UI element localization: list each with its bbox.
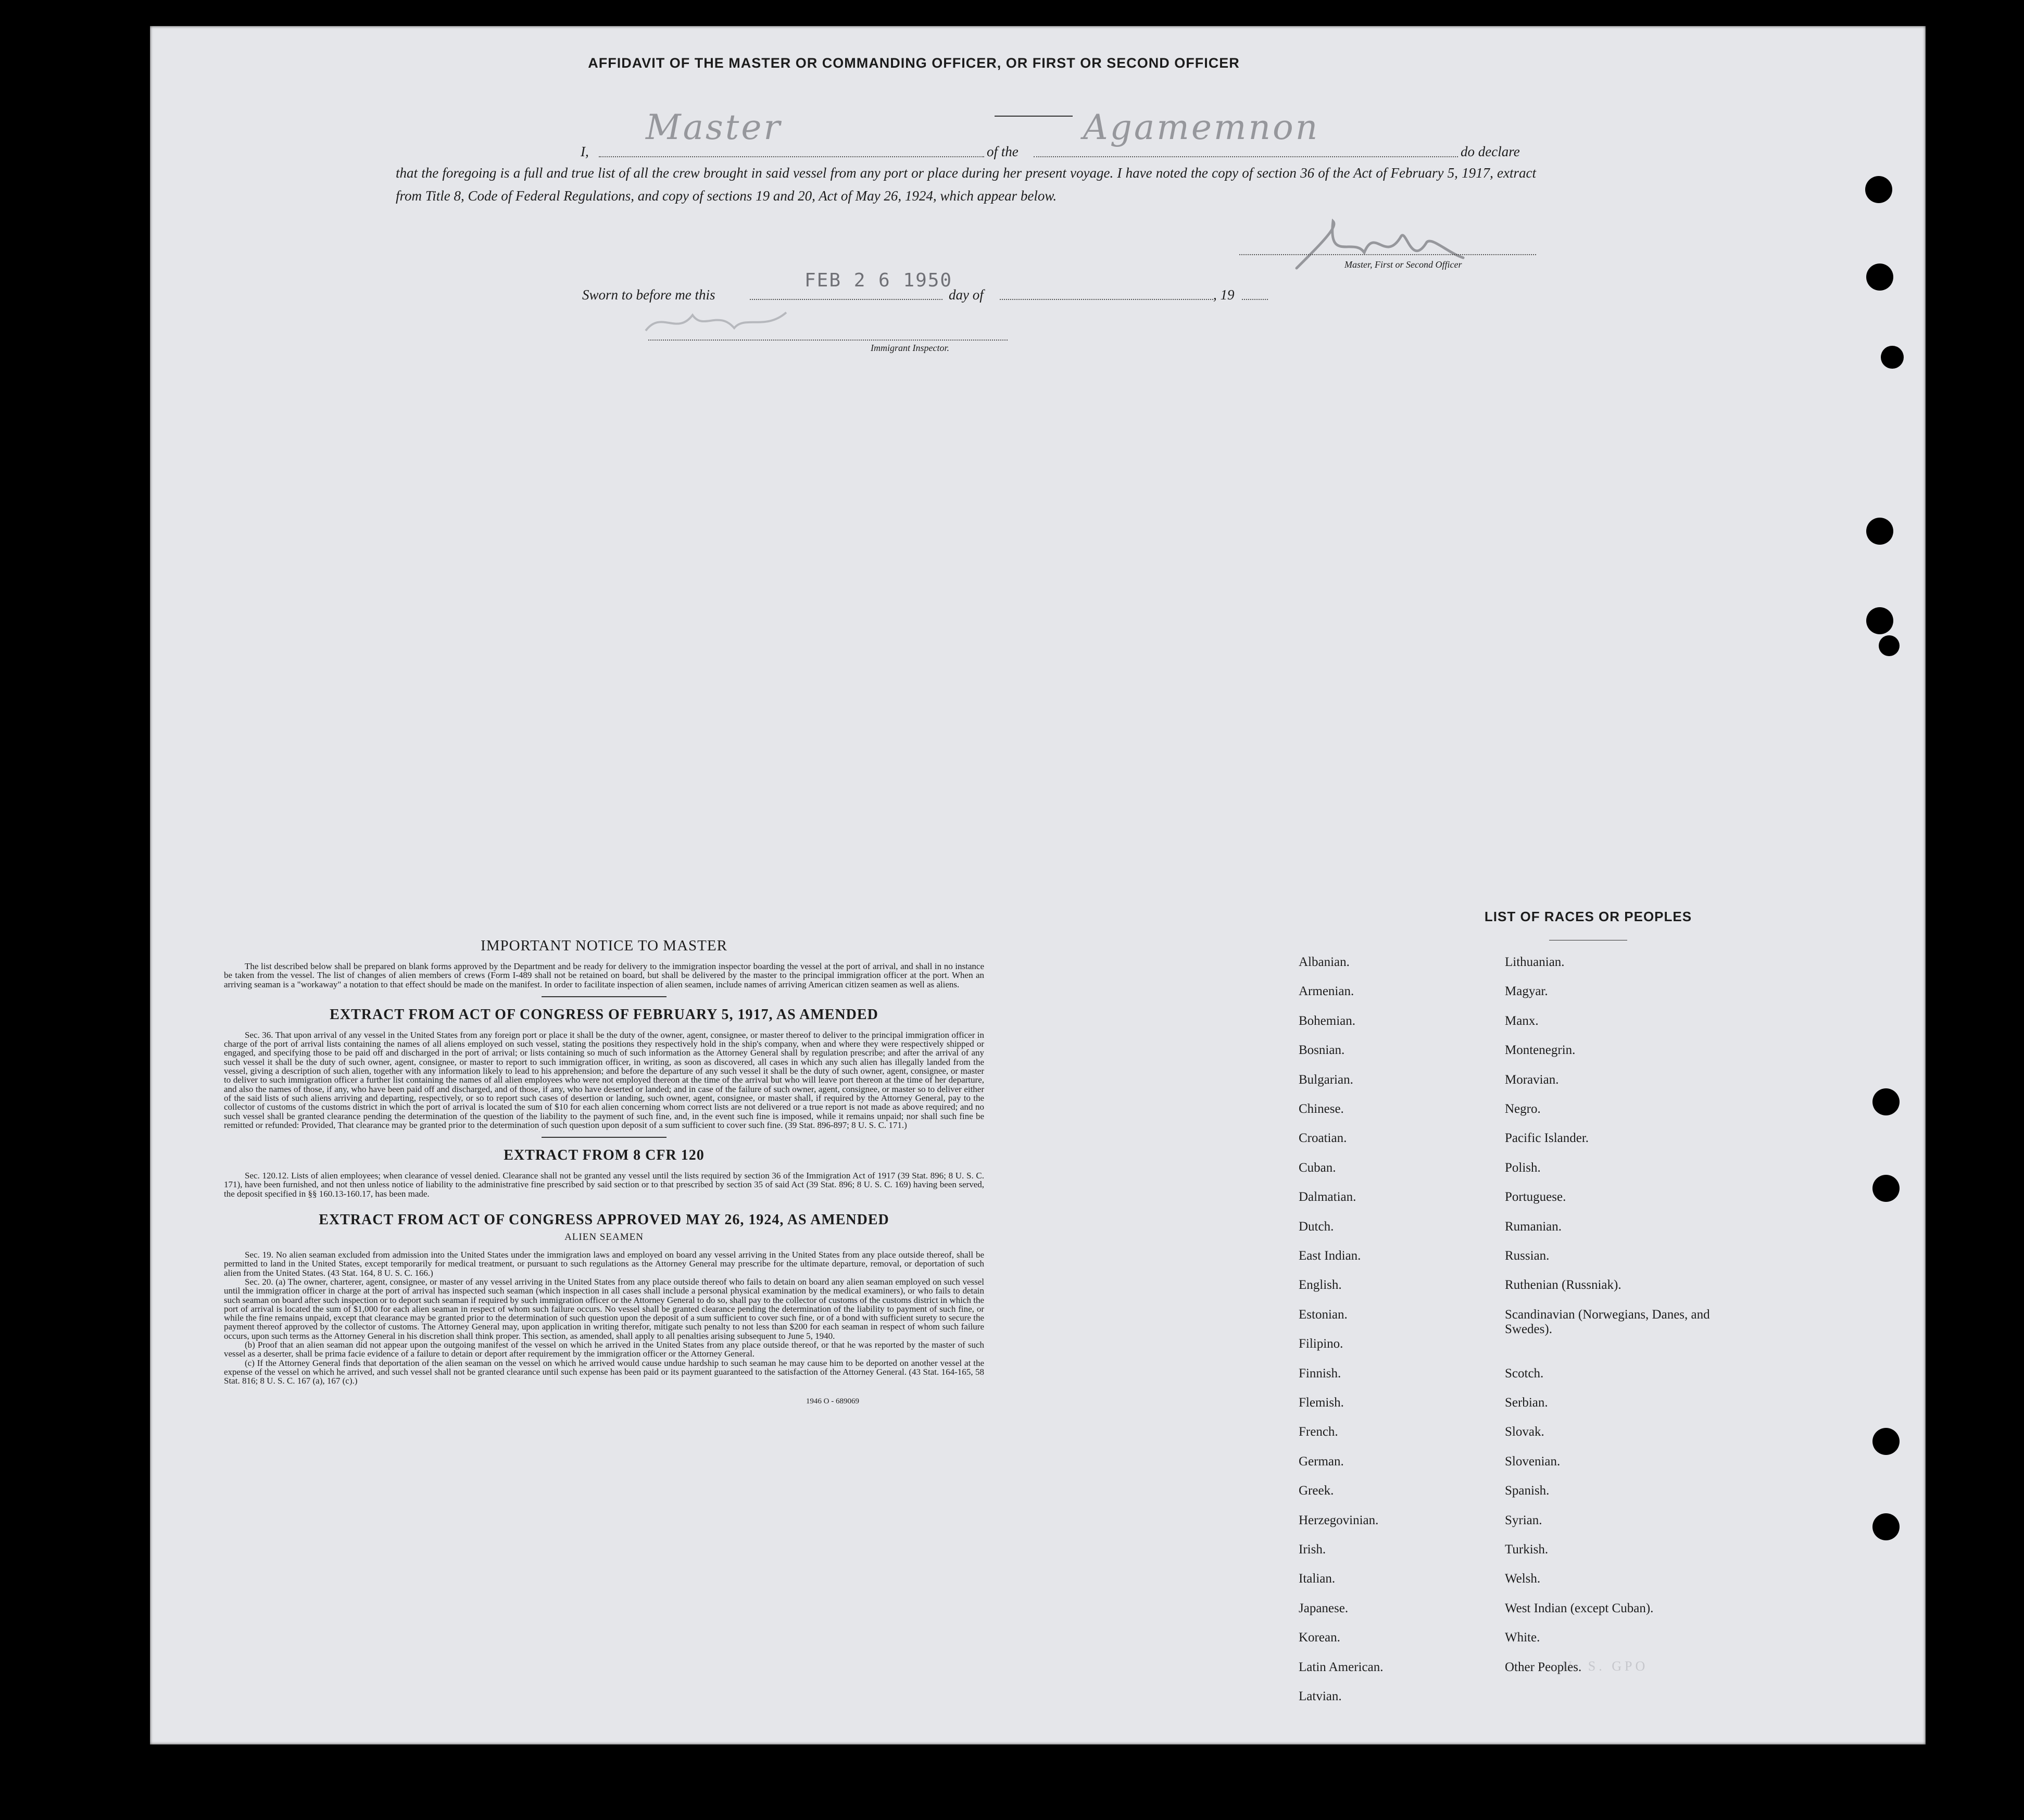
race-entry: Polish. [1505, 1160, 1541, 1175]
race-entry: Turkish. [1505, 1542, 1549, 1557]
race-entry: Welsh. [1505, 1572, 1541, 1586]
race-entry: Croatian. [1299, 1131, 1347, 1146]
race-entry: Chinese. [1299, 1102, 1344, 1116]
race-entry: Albanian. [1299, 955, 1350, 969]
race-entry: Dutch. [1299, 1219, 1334, 1234]
of-the-label: of the [987, 144, 1019, 159]
binder-hole [1872, 1088, 1900, 1115]
race-entry: Herzegovinian. [1299, 1513, 1379, 1527]
race-entry: Latvian. [1299, 1689, 1342, 1703]
race-entry: Latin American. [1299, 1660, 1384, 1674]
declaration-text: that the foregoing is a full and true list of all the crew brought in said vessel from any port or place during her present voyage. I have noted the copy of section 36 of the Act of February 5, 1917, extract from Title 8, Code of Federal Regulations, and copy of sections 19 and 20, Act of May 26, 1924, which appear below. [396, 165, 1536, 204]
race-entry: Slovak. [1505, 1425, 1544, 1439]
extract-1924-para: (b) Proof that an alien seaman did not appear upon the outgoing manifest of the vessel on which he arrived in the United States from any place outside thereof, or that he was reported by the master of such vessel as a deserter, shall be prima facie evidence of a failure to detain or deport after requirement by the immigration officer or the Attorney General. [224, 1340, 984, 1359]
i-label: I, [581, 144, 589, 159]
inspector-caption: Immigrant Inspector. [871, 343, 949, 353]
race-entry: Serbian. [1505, 1396, 1548, 1410]
race-entry: Pacific Islander. [1505, 1131, 1589, 1146]
race-entry: Spanish. [1505, 1484, 1550, 1498]
race-entry: Filipino. [1299, 1337, 1343, 1351]
extract-1924-subtitle: ALIEN SEAMEN [564, 1232, 644, 1243]
race-entry: Lithuanian. [1505, 955, 1565, 969]
race-entry: Greek. [1299, 1484, 1334, 1498]
binder-hole [1872, 1513, 1900, 1540]
year-line [1242, 299, 1268, 300]
race-entry: French. [1299, 1425, 1338, 1439]
month-line [1000, 299, 1213, 300]
rule [542, 1137, 667, 1138]
notice-title: IMPORTANT NOTICE TO MASTER [481, 937, 727, 954]
race-entry: Finnish. [1299, 1366, 1341, 1380]
race-entry: Ruthenian (Russniak). [1505, 1278, 1621, 1292]
binder-hole [1865, 176, 1892, 203]
notice-text: The list described below shall be prepared on blank forms approved by the Department and be ready for delivery to the immigration inspector boarding the vessel at the port of arrival, and shall in no instance be taken from the vessel. The list of changes of alien members of crews (Form I-489 shall not be retained on board, but shall be delivered by the master to the principal immigration officer at the port. When an arriving seaman is a "workaway" a notation to that effect should be made on the manifest. In order to facilitate inspection of alien seamen, include names of arriving American citizen seamen as well as aliens. [224, 961, 984, 989]
handwritten-vessel: Agamemnon [1083, 107, 1320, 147]
binder-hole [1872, 1175, 1900, 1202]
extract-1917-title: EXTRACT FROM ACT OF CONGRESS OF FEBRUARY 5, 1917, AS AMENDED [330, 1006, 878, 1023]
race-entry: Bosnian. [1299, 1043, 1345, 1058]
binder-hole [1879, 635, 1900, 656]
race-entry: Bohemian. [1299, 1013, 1356, 1028]
footer-code: 1946 O - 689069 [806, 1397, 859, 1405]
race-entry: Other Peoples. [1505, 1660, 1582, 1674]
signature-line [1239, 254, 1536, 255]
race-entry: Russian. [1505, 1249, 1550, 1263]
rule [542, 996, 667, 997]
race-entry: East Indian. [1299, 1249, 1361, 1263]
race-entry: German. [1299, 1454, 1344, 1468]
date-stamp: FEB 2 6 1950 [804, 270, 953, 291]
race-entry: West Indian (except Cuban). [1505, 1601, 1654, 1615]
signature-caption: Master, First or Second Officer [1344, 259, 1462, 270]
extract-1924-para: Sec. 19. No alien seaman excluded from admission into the United States under the immigration laws and employed on board any vessel arriving in the United States from any place outside thereof, shall be permitted to land in the United States, except temporarily for medical treatment, or pursuant to such regulations as the Attorney General may prescribe for the ultimate departure, removal, or deportation of such alien from the United States. (43 Stat. 164, 8 U. S. C. 166.) [224, 1250, 984, 1278]
race-entry: Slovenian. [1505, 1454, 1561, 1468]
race-entry: White. [1505, 1630, 1540, 1645]
handwritten-name: Master [646, 107, 782, 147]
do-declare-label: do declare [1461, 144, 1520, 159]
race-entry: Scotch. [1505, 1366, 1544, 1380]
race-entry: Italian. [1299, 1572, 1336, 1586]
race-entry: Japanese. [1299, 1601, 1349, 1615]
extract-1924-para: (c) If the Attorney General finds that deportation of the alien seaman on the vessel on which he arrived would cause undue hardship to such seaman he may cause him to be deported on another vessel at the expense of the vessel on which he arrived, and such vessel shall not be granted clearance until such expense has been paid or its payment guaranteed to the satisfaction of the Attorney General. (43 Stat. 164-165, 58 Stat. 816; 8 U. S. C. 167 (a), 167 (c).) [224, 1358, 984, 1386]
affidavit-title: AFFIDAVIT OF THE MASTER OR COMMANDING OFFICER, OR FIRST OR SECOND OFFICER [588, 55, 1240, 71]
race-entry: Manx. [1505, 1013, 1539, 1028]
races-title: LIST OF RACES OR PEOPLES [1484, 909, 1692, 924]
sworn-label: Sworn to before me this [582, 287, 715, 303]
legal-notices [224, 937, 984, 1406]
race-entry: Bulgarian. [1299, 1072, 1353, 1087]
extract-cfr-title: EXTRACT FROM 8 CFR 120 [504, 1147, 705, 1164]
race-entry: Rumanian. [1505, 1219, 1562, 1234]
race-entry: Irish. [1299, 1542, 1326, 1557]
inspector-scribble [640, 299, 812, 341]
race-entry: Estonian. [1299, 1307, 1348, 1322]
title-rule [995, 116, 1073, 117]
race-entry: Dalmatian. [1299, 1190, 1356, 1204]
race-entry: Moravian. [1505, 1072, 1559, 1087]
binder-hole [1866, 607, 1893, 634]
signature-mark [1276, 206, 1474, 286]
signature-scribble [1276, 206, 1474, 284]
race-entry: Portuguese. [1505, 1190, 1566, 1204]
inspector-signature [640, 299, 812, 344]
race-entry: Montenegrin. [1505, 1043, 1576, 1058]
race-entry: English. [1299, 1278, 1342, 1292]
extract-1924-title: EXTRACT FROM ACT OF CONGRESS APPROVED MAY 26, 1924, AS AMENDED [319, 1212, 889, 1228]
race-entry: Syrian. [1505, 1513, 1542, 1527]
binder-hole [1866, 263, 1893, 291]
faint-imprint: U. S. GPO [1562, 1659, 1649, 1674]
race-entry: Scandinavian (Norwegians, Danes, and Swedes). [1505, 1307, 1710, 1336]
name-line [599, 156, 984, 157]
extract-1917-text: Sec. 36. That upon arrival of any vessel in the United States from any foreign port or place it shall be the duty of the owner, agent, consignee, or master thereof to deliver to the principal immigration officer in charge of the port of arrival lists containing the names of all aliens employed on such vessel, stating the positions they respectively hold in the ship's company, when and where they were respectively shipped or engaged, and specifying those to be paid off and discharged in the port of arrival; or lists containing so much of such information as the Attorney General shall by regulation prescribe; and after the arrival of any such vessel it shall be the duty of such owner, agent, consignee, or master to report to such immigration officer, in writing, as soon as discovered, all cases in which any such alien has illegally landed from the vessel, giving a description of such alien, together with any information likely to lead to his apprehension; and before the departure of any such vessel it shall be the duty of such owner, agent, consignee, or master to deliver to such immigration officer a further list containing the names of all alien employees who were not employed thereon at the time of the arrival but who will leave port thereon at the time of her departure, and also the names of those, if any, who have been paid off and discharged, and of those, if any, who have deserted or landed; and in case of the failure of such owner, agent, consignee, or master so to deliver either of the said lists of such aliens arriving and departing, respectively, or so to report such cases of desertion or landing, such owner, agent, consignee, or master shall, if required by the Attorney General, pay to the collector of customs of the customs district in which the port of arrival is located the sum of $10 for each alien concerning whom correct lists are not delivered or a true report is not made as above required; and no such vessel shall be granted clearance pending the determination of the question of the liability to the payment of such fine, and, in the event such fine is imposed, while it remains unpaid; nor shall such fine be remitted or refunded: Provided, That clearance may be granted prior to the determination of such question upon deposit of a sum sufficient to cover such fine. (39 Stat. 896-897; 8 U. S. C. 171.) [224, 1030, 984, 1130]
race-entry: Armenian. [1299, 984, 1354, 999]
binder-hole [1872, 1428, 1900, 1455]
binder-hole [1881, 346, 1904, 369]
race-entry: Flemish. [1299, 1396, 1344, 1410]
binder-hole [1866, 518, 1893, 545]
extract-cfr-text: Sec. 120.12. Lists of alien employees; when clearance of vessel denied. Clearance shall not be granted any vessel until the lists required by section 36 of the Immigration Act of 1917 (39 Stat. 896; 8 U. S. C. 171), have been furnished, and not then unless notice of liability to the administrative fine prescribed by said section or to that prescribed by section 35 of said Act (39 Stat. 896; 8 U. S. C. 169) having been served, the deposit specified in §§ 160.13-160.17, has been made. [224, 1171, 984, 1199]
race-entry: Negro. [1505, 1102, 1541, 1116]
race-entry: Korean. [1299, 1630, 1340, 1645]
race-entry: Magyar. [1505, 984, 1548, 999]
day-of-label: day of [949, 287, 984, 303]
extract-1924-para: Sec. 20. (a) The owner, charterer, agent, consignee, or master of any vessel arriving in the United States from any place outside thereof who fails to detain on board any alien seaman employed on such vessel until the immigration officer in charge at the port of arrival has inspected such seaman (which inspection in all cases shall include a personal physical examination by the medical examiners), or who fails to detain such seaman on board after such inspection or to deport such seaman if required by such immigration officer or the Attorney General to do so, shall pay to the collector of customs of the customs district in which the port of arrival is located the sum of $1,000 for each alien seaman in respect of whom such failure occurs. No vessel shall be granted clearance pending the determination of the liability to payment of such fine, or while the fine remains unpaid, except that clearance may be granted prior to the determination of such question upon the deposit of a sum sufficient to cover such fine, or of a bond with sufficient surety to secure the payment thereof approved by the collector of customs. The Attorney General may, upon application in writing therefor, mitigate such penalty to not less than $200 for each seaman in respect of whom such failure occurs, upon such terms as the Attorney General in his discretion shall think proper. This section, as amended, shall apply to all penalties arising subsequent to June 5, 1940. [224, 1276, 984, 1341]
vessel-line [1034, 156, 1458, 157]
year-label: , 19 [1213, 287, 1235, 303]
race-entry: Cuban. [1299, 1160, 1336, 1175]
inspector-line [648, 340, 1008, 341]
